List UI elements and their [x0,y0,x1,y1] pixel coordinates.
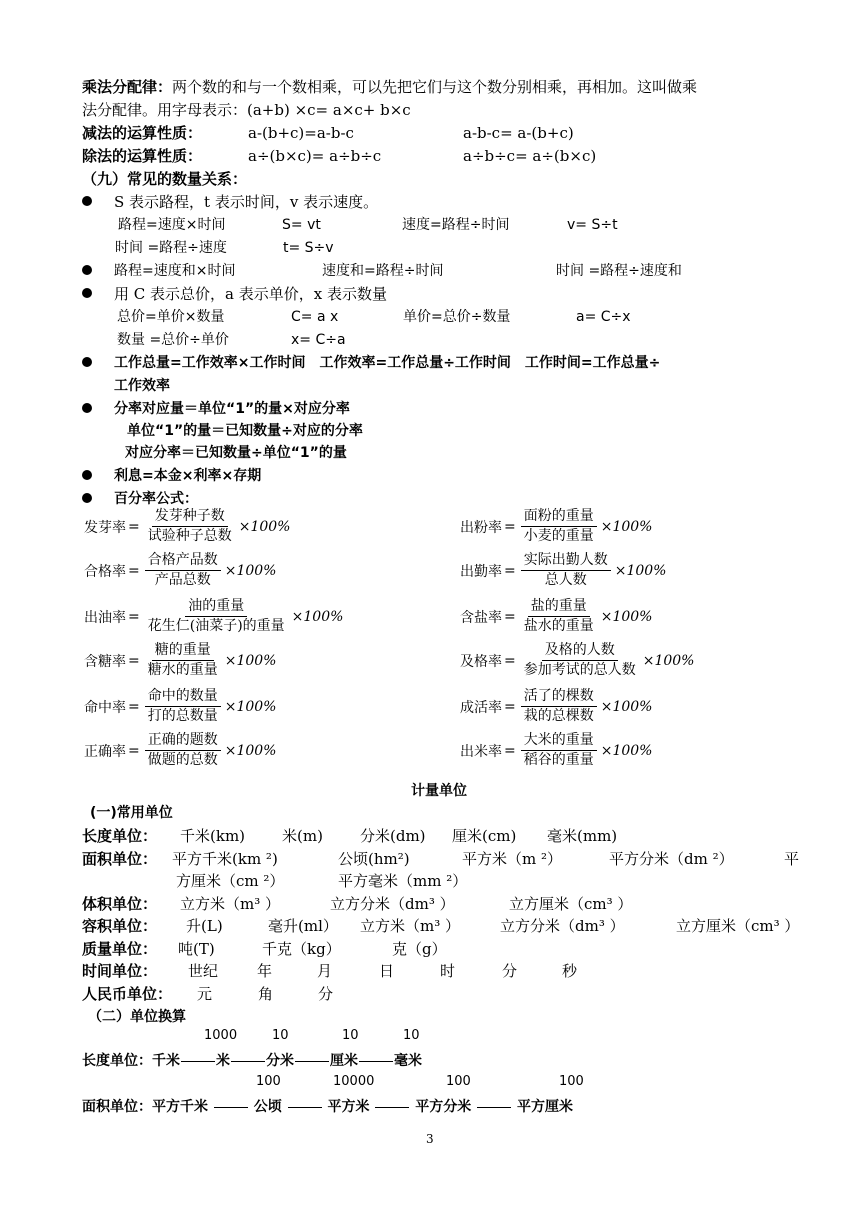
arrow-dash-icon [477,1107,511,1108]
area-conversion-unit: 平方分米 [415,1099,472,1115]
capacity-unit: 立方米（m³ ） [360,917,461,935]
length-units-label: 长度单位： [82,827,158,845]
length-conversion-row [82,1050,422,1072]
rmb-unit: 元 [197,985,213,1003]
area-conversion-unit: 平方米 [327,1099,370,1115]
length-unit: 千米(km) [180,827,246,845]
length-conversion-unit: 分米 [266,1053,294,1069]
equals-sign: = [128,562,140,579]
total-price-symbol: C= a x [291,309,339,325]
equals-sign: = [128,652,140,669]
area-rate: 100 [446,1074,471,1089]
arrow-dash-icon [375,1107,409,1108]
fraction-denominator: 稻谷的重量 [523,752,594,768]
formula-name: 及格率 [460,653,502,670]
bullet-icon [82,196,92,206]
fraction-denominator: 产品总数 [154,572,211,588]
arrow-dash-icon [295,1061,329,1062]
area-conversion-row [82,1096,573,1118]
fraction [521,688,597,725]
fraction [145,688,221,725]
fraction-denominator: 做题的总数 [147,752,218,768]
distance-sum-formula: 路程=速度和×时间 [114,263,236,279]
quantity-symbol: x= C÷a [291,332,346,348]
fraction [521,732,597,769]
area-unit: 公顷(hm²) [338,850,410,868]
fraction [145,552,221,589]
mass-units-label: 质量单位： [82,940,158,958]
fraction-numerator: 命中的数量 [145,688,221,707]
distance-symbol: S= vt [282,217,321,233]
formula-name: 发芽率 [84,519,126,536]
subtraction-formula-1: a-(b+c)=a-b-c [248,124,354,142]
time-unit: 时 [440,962,456,980]
time-formula: 时间 =路程÷速度 [115,240,227,256]
percentage-formula [84,552,277,589]
fraction-denominator: 参加考试的总人数 [523,662,636,678]
time-unit: 月 [317,962,333,980]
area-unit: 平方分米（dm ²） [609,850,734,868]
fraction-numerator: 大米的重量 [521,732,597,751]
fraction-formula-2: 单位“1”的量＝已知数量÷对应的分率 [127,423,363,439]
formula-name: 合格率 [84,563,126,580]
length-conversion-unit: 米 [216,1053,230,1069]
area-unit: 平方米（m ²） [462,850,563,868]
equals-sign: = [504,518,516,535]
fraction [521,508,597,545]
length-unit: 米(m) [282,827,323,845]
length-conversion-unit: 毫米 [394,1053,422,1069]
area-units-label: 面积单位： [82,850,158,868]
fraction [521,598,597,635]
times-100-percent: ×100% [642,652,695,669]
area-conversion-unit: 公顷 [253,1099,282,1115]
volume-unit: 立方米（m³ ） [180,895,281,913]
quantity-formula: 数量 =总价÷单价 [117,332,229,348]
formula-name: 出勤率 [460,563,502,580]
time-symbol: t= S÷v [283,240,334,256]
division-formula-2: a÷b÷c= a÷(b×c) [463,147,597,165]
bullet-icon [82,265,92,275]
time-unit: 日 [379,962,395,980]
area-unit: 方厘米（cm ²） [176,872,285,890]
area-conversion-label: 面积单位： [82,1099,152,1115]
fraction [521,552,611,589]
arrow-dash-icon [231,1061,265,1062]
bullet-icon [82,288,92,298]
fraction-numerator: 实际出勤人数 [521,552,611,571]
fraction-denominator: 花生仁(油菜子)的重量 [147,618,285,634]
time-unit: 年 [257,962,273,980]
formula-name: 出油率 [84,609,126,626]
distributive-law-text: 两个数的和与一个数相乘，可以先把它们与这个数分别相乘，再相加。这叫做乘 [172,78,698,96]
times-100-percent: ×100% [224,652,277,669]
times-100-percent: ×100% [224,562,277,579]
subtraction-property-label: 减法的运算性质： [82,124,203,142]
time-unit: 秒 [562,962,578,980]
fraction-numerator: 糖的重量 [152,642,214,661]
fraction-denominator: 试验种子总数 [147,528,232,544]
section-9-heading: （九）常见的数量关系： [82,170,248,188]
percentage-title: 百分率公式： [114,491,198,507]
conversion-heading: （二）单位换算 [88,1009,186,1025]
interest-formula: 利息=本金×利率×存期 [114,468,262,484]
formula-name: 命中率 [84,699,126,716]
equals-sign: = [128,518,140,535]
times-100-percent: ×100% [600,742,653,759]
work-formula-line-2: 工作效率 [114,378,170,394]
speed-symbol: v= S÷t [567,217,618,233]
length-rate: 10 [342,1028,359,1043]
fraction [521,642,639,679]
arrow-dash-icon [214,1107,248,1108]
percentage-formula [84,508,291,545]
equals-sign: = [128,742,140,759]
percentage-formula [460,642,695,679]
times-100-percent: ×100% [291,608,344,625]
volume-units-label: 体积单位： [82,895,158,913]
percentage-formula [460,508,653,545]
equals-sign: = [504,742,516,759]
formula-name: 出米率 [460,743,502,760]
equals-sign: = [128,608,140,625]
bullet-icon [82,403,92,413]
area-rate: 100 [559,1074,584,1089]
fraction-denominator: 总人数 [544,572,587,588]
area-unit: 平方千米(km ²) [172,850,278,868]
fraction-formula-3: 对应分率＝已知数量÷单位“1”的量 [125,445,347,461]
times-100-percent: ×100% [224,742,277,759]
area-conversion-unit: 平方厘米 [517,1099,573,1115]
subtraction-formula-2: a-b-c= a-(b+c) [463,124,574,142]
equals-sign: = [504,698,516,715]
times-100-percent: ×100% [600,518,653,535]
mass-unit: 千克（kg） [262,940,341,958]
times-100-percent: ×100% [224,698,277,715]
length-conversion-unit: 千米 [152,1053,180,1069]
formula-name: 出粉率 [460,519,502,536]
distance-formula: 路程=速度×时间 [118,217,226,233]
percentage-formula [460,598,653,635]
percentage-formula [460,688,653,725]
mass-unit: 克（g） [392,940,447,958]
arrow-dash-icon [181,1061,215,1062]
fraction [145,508,235,545]
fraction-denominator: 糖水的重量 [147,662,218,678]
length-unit: 厘米(cm) [452,827,517,845]
percentage-formula [84,642,277,679]
bullet-icon [82,470,92,480]
percentage-formula [84,732,277,769]
fraction-numerator: 正确的题数 [145,732,221,751]
distributive-law-label: 乘法分配律： [82,78,173,96]
bullet-icon [82,357,92,367]
volume-unit: 立方厘米（cm³ ） [509,895,633,913]
capacity-unit: 毫升(ml） [268,917,338,935]
formula-name: 正确率 [84,743,126,760]
time-unit: 世纪 [188,962,219,980]
fraction-formula-1: 分率对应量＝单位“1”的量×对应分率 [114,401,350,417]
fraction [145,598,288,635]
capacity-unit: 立方分米（dm³ ） [500,917,625,935]
times-100-percent: ×100% [600,698,653,715]
division-property-label: 除法的运算性质： [82,147,203,165]
price-intro: 用 C 表示总价，a 表示单价，x 表示数量 [114,285,387,303]
percentage-formula [460,732,653,769]
fraction [145,642,221,679]
area-unit: 平方毫米（mm ²） [338,872,468,890]
length-rate: 10 [403,1028,420,1043]
length-unit: 分米(dm) [360,827,426,845]
rmb-units-label: 人民币单位： [82,985,173,1003]
fraction-numerator: 及格的人数 [542,642,618,661]
unit-price-formula: 单价=总价÷数量 [403,309,511,325]
equals-sign: = [504,652,516,669]
area-rate: 10000 [333,1074,375,1089]
area-unit: 平 [784,850,800,868]
fraction-numerator: 发芽种子数 [152,508,228,527]
time-unit: 分 [502,962,518,980]
equals-sign: = [504,562,516,579]
formula-name: 成活率 [460,699,502,716]
mass-unit: 吨(T) [178,940,215,958]
time-units-label: 时间单位： [82,962,158,980]
page-number: 3 [426,1132,434,1146]
speed-intro: S 表示路程，t 表示时间，v 表示速度。 [114,193,379,211]
percentage-formula [460,552,667,589]
rmb-unit: 分 [318,985,334,1003]
equals-sign: = [128,698,140,715]
percentage-formula [84,598,343,635]
formula-name: 含盐率 [460,609,502,626]
capacity-units-label: 容积单位： [82,917,158,935]
length-conversion-unit: 厘米 [330,1053,358,1069]
fraction-numerator: 油的重量 [185,598,247,617]
distributive-law-line-1 [82,76,697,98]
arrow-dash-icon [359,1061,393,1062]
times-100-percent: ×100% [238,518,291,535]
unit-price-symbol: a= C÷x [576,309,631,325]
fraction-numerator: 盐的重量 [528,598,590,617]
fraction-numerator: 合格产品数 [145,552,221,571]
length-rate: 10 [272,1028,289,1043]
speed-sum-formula: 速度和=路程÷时间 [322,263,444,279]
units-heading: 计量单位 [411,783,467,799]
time-sum-formula: 时间 =路程÷速度和 [556,263,682,279]
fraction [145,732,221,769]
fraction-denominator: 盐水的重量 [523,618,594,634]
capacity-unit: 立方厘米（cm³ ） [676,917,800,935]
times-100-percent: ×100% [614,562,667,579]
times-100-percent: ×100% [600,608,653,625]
fraction-numerator: 面粉的重量 [521,508,597,527]
formula-name: 含糖率 [84,653,126,670]
volume-unit: 立方分米（dm³ ） [330,895,455,913]
fraction-numerator: 活了的棵数 [521,688,597,707]
bullet-icon [82,493,92,503]
area-conversion-unit: 平方千米 [152,1099,208,1115]
work-formula-line-1: 工作总量=工作效率×工作时间 工作效率=工作总量÷工作时间 工作时间=工作总量÷ [114,355,661,371]
total-price-formula: 总价=单价×数量 [117,309,225,325]
fraction-denominator: 打的总数量 [147,708,218,724]
arrow-dash-icon [288,1107,322,1108]
rmb-unit: 角 [258,985,274,1003]
distributive-law-line-2: 法分配律。用字母表示：(a+b) ×c= a×c+ b×c [82,101,411,119]
equals-sign: = [504,608,516,625]
division-formula-1: a÷(b×c)= a÷b÷c [248,147,382,165]
area-rate: 100 [256,1074,281,1089]
length-rate: 1000 [204,1028,238,1043]
speed-formula: 速度=路程÷时间 [402,217,510,233]
common-units-heading: (一)常用单位 [90,805,173,821]
capacity-unit: 升(L) [186,917,223,935]
length-unit: 毫米(mm) [547,827,618,845]
length-conversion-label: 长度单位： [82,1053,152,1069]
fraction-denominator: 小麦的重量 [523,528,594,544]
percentage-formula [84,688,277,725]
fraction-denominator: 栽的总棵数 [523,708,594,724]
